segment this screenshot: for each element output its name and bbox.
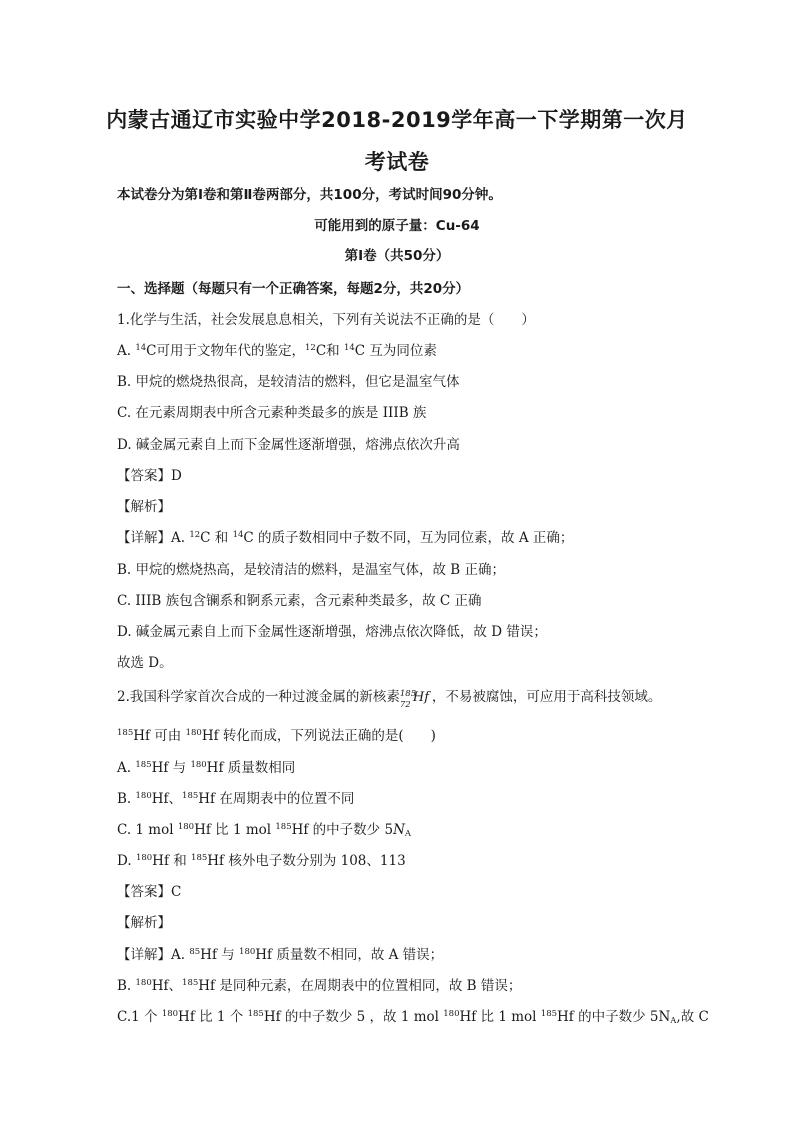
q2-detail-b: B. $^{180}$Hf、$^{185}$Hf 是同种元素，在周期表中的位置相同，故 B 错误；: [117, 978, 522, 994]
atomic-mass-note: 可能用到的原子量：Cu-64: [314, 218, 480, 234]
q1-option-a: A. $^{14}$C可用于文物年代的鉴定，$^{12}$C和 $^{14}$C 互为同位素: [117, 343, 437, 359]
q2-stem-continued: $^{185}$Hf 可由 $^{180}$Hf 转化而成，下列说法正确的是( ): [117, 728, 436, 744]
q2-option-d: D. $^{180}$Hf 和 $^{185}$Hf 核外电子数分别为 108、113: [117, 853, 406, 869]
q1-detail-b: B. 甲烷的燃烧热高，是较清洁的燃料，是温室气体，故 B 正确；: [117, 562, 506, 578]
q1-detail-c: C. IIIB 族包含镧系和锕系元素，含元素种类最多，故 C 正确: [117, 593, 482, 609]
q1-option-c: C. 在元素周期表中所含元素种类最多的族是 IIIB 族: [117, 405, 427, 421]
q2-option-b: B. $^{180}$Hf、$^{185}$Hf 在周期表中的位置不同: [117, 791, 355, 807]
q1-stem: 1.化学与生活，社会发展息息相关，下列有关说法不正确的是（ ）: [117, 312, 535, 328]
q1-detail-d: D. 碱金属元素自上而下金属性逐渐增强，熔沸点依次降低，故 D 错误；: [117, 624, 547, 640]
q1-answer: 【答案】D: [117, 468, 182, 484]
exam-instructions: 本试卷分为第Ⅰ卷和第Ⅱ卷两部分，共100分，考试时间90分钟。: [117, 187, 502, 203]
q2-option-a: A. $^{185}$Hf 与 $^{180}$Hf 质量数相同: [117, 760, 296, 776]
q1-conclusion: 故选 D。: [117, 655, 173, 671]
q2-answer: 【答案】C: [117, 884, 182, 900]
q2-detail-a: 【详解】A. $^{85}$Hf 与 $^{180}$Hf 质量数不相同，故 A 错误；: [117, 947, 444, 963]
q2-detail-c: C.1 个 $^{180}$Hf 比 1 个 $^{185}$Hf 的中子数少 5 ，故 1 mol $^{180}$Hf 比 1 mol $^{185}$Hf 的中子数少 $5N_A$,故 C: [117, 1009, 709, 1026]
q1-option-b: B. 甲烷的燃烧热很高，是较清洁的燃料，但它是温室气体: [117, 374, 460, 390]
section-heading: 一、选择题（每题只有一个正确答案，每题2分，共20分）: [117, 281, 470, 297]
nuclide-notation: 185 72 Hf: [399, 689, 430, 710]
page-title-continued: 考试卷: [364, 150, 430, 174]
q2-analysis-label: 【解析】: [117, 915, 171, 931]
q2-stem: 2.我国科学家首次合成的一种过渡金属的新核素 185 72 Hf ，不易被腐蚀，可应用于高科技领域。: [117, 689, 662, 710]
q1-detail-a: 【详解】A. $^{12}$C 和 $^{14}$C 的质子数相同中子数不同，互为同位素，故 A 正确；: [117, 530, 574, 546]
page-title: 内蒙古通辽市实验中学2018-2019学年高一下学期第一次月: [106, 108, 688, 132]
q1-option-d: D. 碱金属元素自上而下金属性逐渐增强，熔沸点依次升高: [117, 437, 460, 453]
q2-option-c: C. 1 mol $^{180}$Hf 比 1 mol $^{185}$Hf 的中子数少 $5N_A$: [117, 822, 412, 839]
q1-analysis-label: 【解析】: [117, 499, 171, 515]
part-one-heading: 第Ⅰ卷（共50分）: [344, 248, 450, 264]
